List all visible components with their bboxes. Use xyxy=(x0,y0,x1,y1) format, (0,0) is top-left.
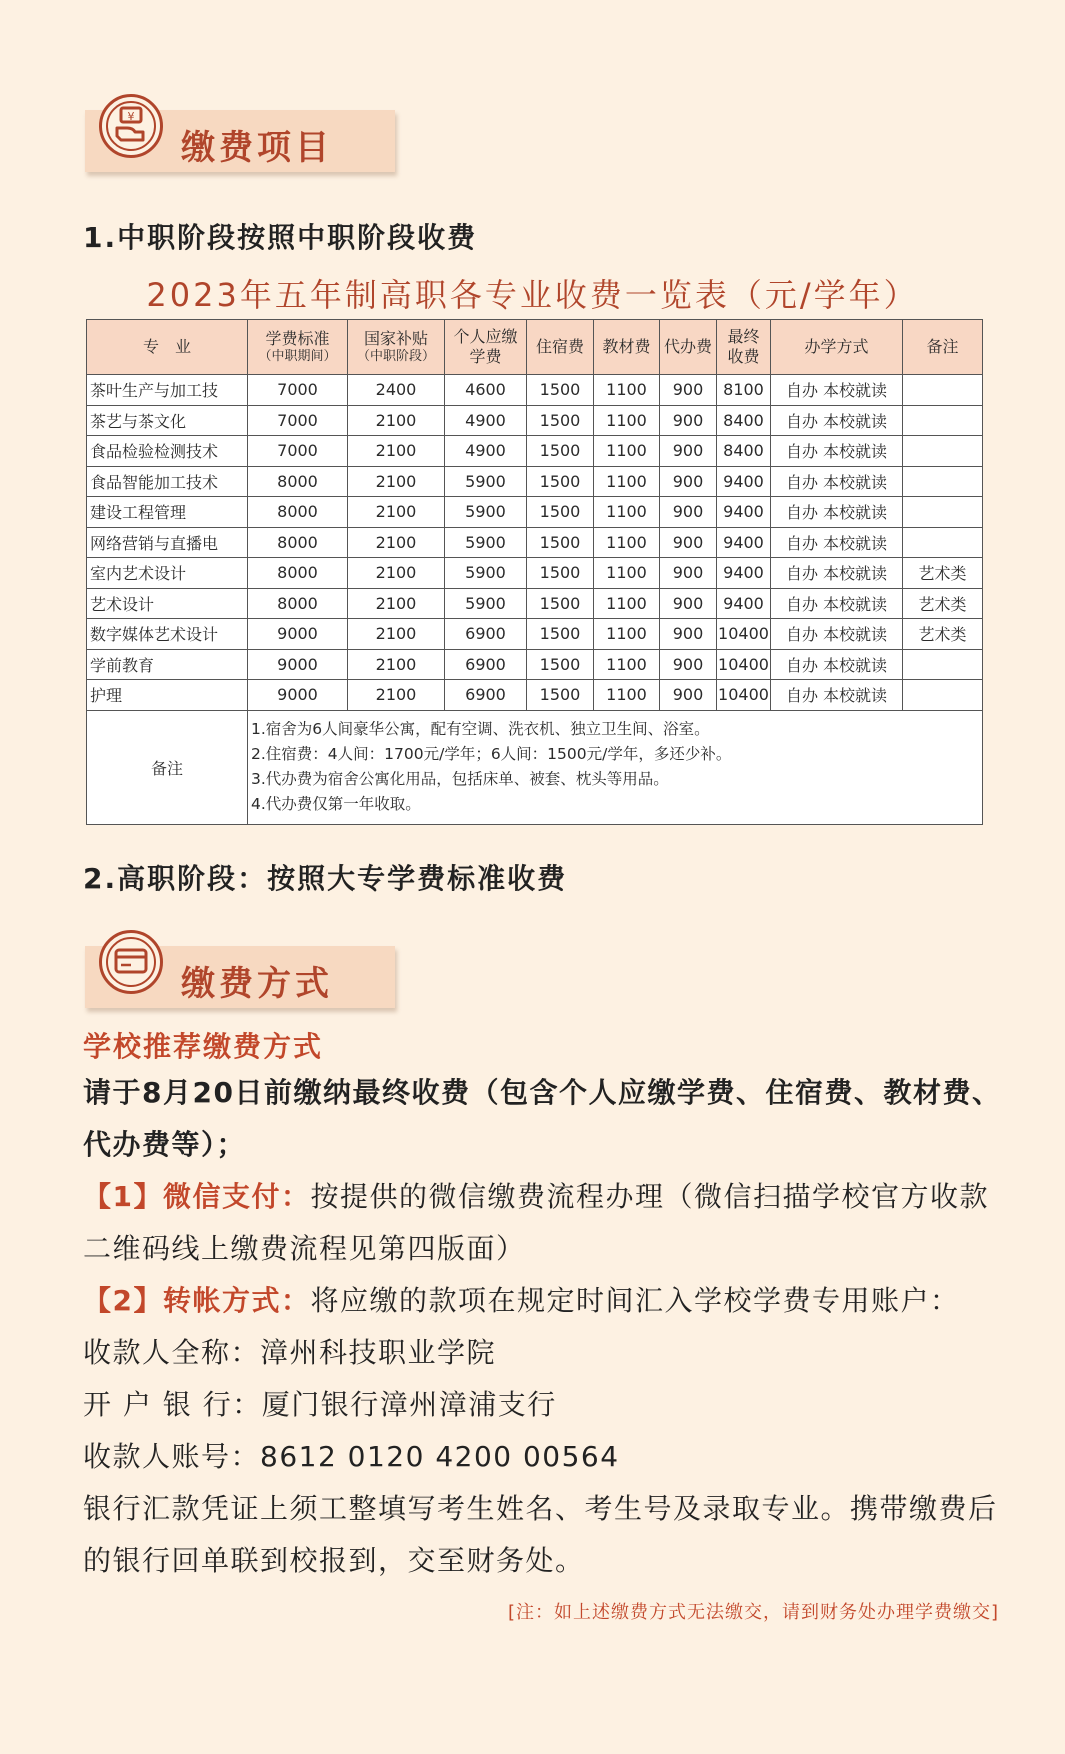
cell-subsidy: 2100 xyxy=(348,497,445,528)
cell-major: 室内艺术设计 xyxy=(87,558,248,589)
cell-remark xyxy=(903,497,983,528)
note-line: 3.代办费为宿舍公寓化用品，包括床单、被套、枕头等用品。 xyxy=(251,770,669,788)
table-title: 2023年五年制高职各专业收费一览表（元/学年） xyxy=(146,276,919,314)
cell-dorm: 1500 xyxy=(527,375,594,406)
cell-agency: 900 xyxy=(660,558,717,589)
table-row xyxy=(87,375,983,406)
cell-dorm: 1500 xyxy=(527,436,594,467)
table-row xyxy=(87,680,983,711)
cell-agency: 900 xyxy=(660,497,717,528)
table-row xyxy=(87,619,983,650)
cell-personal: 4600 xyxy=(445,375,527,406)
cell-dorm: 1500 xyxy=(527,527,594,558)
cell-major: 建设工程管理 xyxy=(87,497,248,528)
header-books: 教材费 xyxy=(594,320,660,375)
header-mode: 办学方式 xyxy=(771,320,903,375)
account-number: 收款人账号：8612 0120 4200 00564 xyxy=(83,1440,620,1473)
cell-mode: 自办 本校就读 xyxy=(771,558,903,589)
cell-tuition: 9000 xyxy=(248,649,348,680)
cell-mode: 自办 本校就读 xyxy=(771,497,903,528)
footnote: [注：如上述缴费方式无法缴交，请到财务处办理学费缴交] xyxy=(507,1602,999,1623)
header-dorm: 住宿费 xyxy=(527,320,594,375)
table-row xyxy=(87,436,983,467)
cell-mode: 自办 本校就读 xyxy=(771,466,903,497)
cell-subsidy: 2100 xyxy=(348,527,445,558)
header-final: 最终 收费 xyxy=(717,320,771,375)
payment-subtitle: 学校推荐缴费方式 xyxy=(83,1030,324,1063)
cell-tuition: 7000 xyxy=(248,436,348,467)
cell-books: 1100 xyxy=(594,497,660,528)
cell-final: 9400 xyxy=(717,466,771,497)
cell-tuition: 9000 xyxy=(248,680,348,711)
table-header-row xyxy=(87,320,983,375)
cell-subsidy: 2100 xyxy=(348,680,445,711)
cell-final: 8400 xyxy=(717,405,771,436)
wechat-paragraph xyxy=(83,1171,1003,1275)
cell-tuition: 7000 xyxy=(248,375,348,406)
header-personal: 个人应缴 学费 xyxy=(445,320,527,375)
part2-heading: 2.高职阶段：按照大专学费标准收费 xyxy=(83,862,568,895)
cell-final: 10400 xyxy=(717,619,771,650)
payment-body xyxy=(83,1067,1003,1587)
svg-text:¥: ¥ xyxy=(127,110,135,123)
cell-personal: 6900 xyxy=(445,619,527,650)
cell-subsidy: 2100 xyxy=(348,558,445,589)
section-title: 缴费方式 xyxy=(181,964,333,1004)
cell-final: 9400 xyxy=(717,497,771,528)
table-row xyxy=(87,558,983,589)
cell-dorm: 1500 xyxy=(527,558,594,589)
cell-mode: 自办 本校就读 xyxy=(771,375,903,406)
cell-agency: 900 xyxy=(660,527,717,558)
cell-agency: 900 xyxy=(660,436,717,467)
cell-tuition: 8000 xyxy=(248,466,348,497)
cell-subsidy: 2400 xyxy=(348,375,445,406)
cell-major: 数字媒体艺术设计 xyxy=(87,619,248,650)
table-row xyxy=(87,649,983,680)
cell-books: 1100 xyxy=(594,405,660,436)
cell-agency: 900 xyxy=(660,466,717,497)
wechat-text: 按提供的微信缴费流程办理（微信扫描学校官方收款二维码线上缴费流程见第四版面） xyxy=(83,1180,989,1265)
section-title: 缴费项目 xyxy=(181,128,333,168)
cell-remark xyxy=(903,527,983,558)
cell-remark xyxy=(903,375,983,406)
cell-dorm: 1500 xyxy=(527,497,594,528)
cell-major: 食品智能加工技术 xyxy=(87,466,248,497)
cell-remark xyxy=(903,405,983,436)
cell-personal: 6900 xyxy=(445,649,527,680)
cell-personal: 5900 xyxy=(445,527,527,558)
cell-subsidy: 2100 xyxy=(348,649,445,680)
cell-final: 8100 xyxy=(717,375,771,406)
cell-dorm: 1500 xyxy=(527,619,594,650)
cell-mode: 自办 本校就读 xyxy=(771,619,903,650)
cell-final: 9400 xyxy=(717,558,771,589)
cell-dorm: 1500 xyxy=(527,466,594,497)
cell-major: 网络营销与直播电 xyxy=(87,527,248,558)
cell-agency: 900 xyxy=(660,619,717,650)
cell-agency: 900 xyxy=(660,405,717,436)
table-row xyxy=(87,405,983,436)
cell-major: 食品检验检测技术 xyxy=(87,436,248,467)
cell-final: 8400 xyxy=(717,436,771,467)
cell-personal: 6900 xyxy=(445,680,527,711)
cell-major: 茶艺与茶文化 xyxy=(87,405,248,436)
cell-mode: 自办 本校就读 xyxy=(771,436,903,467)
header-remark: 备注 xyxy=(903,320,983,375)
wechat-label: 【1】微信支付： xyxy=(83,1180,311,1213)
cell-final: 10400 xyxy=(717,649,771,680)
cell-agency: 900 xyxy=(660,375,717,406)
cell-remark xyxy=(903,436,983,467)
cell-mode: 自办 本校就读 xyxy=(771,649,903,680)
cell-personal: 5900 xyxy=(445,466,527,497)
notes-label: 备注 xyxy=(87,710,248,824)
notes-text xyxy=(248,710,983,824)
cell-subsidy: 2100 xyxy=(348,405,445,436)
cell-dorm: 1500 xyxy=(527,405,594,436)
cell-dorm: 1500 xyxy=(527,649,594,680)
cell-books: 1100 xyxy=(594,436,660,467)
cell-books: 1100 xyxy=(594,558,660,589)
cell-dorm: 1500 xyxy=(527,680,594,711)
cell-books: 1100 xyxy=(594,680,660,711)
cell-subsidy: 2100 xyxy=(348,466,445,497)
payment-intro: 请于8月20日前缴纳最终收费（包含个人应缴学费、住宿费、教材费、代办费等）； xyxy=(83,1076,1002,1161)
cell-major: 茶叶生产与加工技 xyxy=(87,375,248,406)
cell-tuition: 8000 xyxy=(248,497,348,528)
table-row xyxy=(87,466,983,497)
cell-remark: 艺术类 xyxy=(903,558,983,589)
header-major: 专 业 xyxy=(87,320,248,375)
cell-major: 护理 xyxy=(87,680,248,711)
cell-books: 1100 xyxy=(594,588,660,619)
cell-subsidy: 2100 xyxy=(348,588,445,619)
bank-card-icon xyxy=(99,930,163,994)
cell-personal: 5900 xyxy=(445,558,527,589)
cell-books: 1100 xyxy=(594,466,660,497)
cell-remark: 艺术类 xyxy=(903,619,983,650)
payee-name: 收款人全称：漳州科技职业学院 xyxy=(83,1336,497,1369)
cell-mode: 自办 本校就读 xyxy=(771,405,903,436)
cell-books: 1100 xyxy=(594,619,660,650)
cell-personal: 5900 xyxy=(445,588,527,619)
cell-tuition: 7000 xyxy=(248,405,348,436)
cell-personal: 4900 xyxy=(445,405,527,436)
cell-final: 9400 xyxy=(717,588,771,619)
cell-remark: 艺术类 xyxy=(903,588,983,619)
transfer-paragraph xyxy=(83,1275,1003,1327)
part1-heading: 1.中职阶段按照中职阶段收费 xyxy=(83,221,478,254)
cell-remark xyxy=(903,466,983,497)
cell-agency: 900 xyxy=(660,588,717,619)
table-row xyxy=(87,497,983,528)
note-line: 4.代办费仅第一年收取。 xyxy=(251,795,421,813)
header-agency: 代办费 xyxy=(660,320,717,375)
cell-tuition: 8000 xyxy=(248,588,348,619)
cell-tuition: 9000 xyxy=(248,619,348,650)
cell-books: 1100 xyxy=(594,649,660,680)
cell-major: 学前教育 xyxy=(87,649,248,680)
transfer-text: 将应缴的款项在规定时间汇入学校学费专用账户： xyxy=(310,1284,960,1317)
cell-mode: 自办 本校就读 xyxy=(771,588,903,619)
cell-mode: 自办 本校就读 xyxy=(771,527,903,558)
bank-name: 开 户 银 行：厦门银行漳州漳浦支行 xyxy=(83,1388,557,1421)
table-row xyxy=(87,588,983,619)
cell-personal: 4900 xyxy=(445,436,527,467)
transfer-label: 【2】转帐方式： xyxy=(83,1284,311,1317)
remittance-note: 银行汇款凭证上须工整填写考生姓名、考生号及录取专业。携带缴费后的银行回单联到校报到，交至财务处。 xyxy=(83,1492,998,1577)
cell-agency: 900 xyxy=(660,680,717,711)
note-line: 2.住宿费：4人间：1700元/学年；6人间：1500元/学年，多还少补。 xyxy=(251,745,732,763)
cell-final: 9400 xyxy=(717,527,771,558)
cell-tuition: 8000 xyxy=(248,527,348,558)
fee-table xyxy=(86,319,983,825)
cell-books: 1100 xyxy=(594,527,660,558)
money-hand-icon xyxy=(99,94,163,158)
cell-tuition: 8000 xyxy=(248,558,348,589)
section-banner-payment xyxy=(85,946,395,1008)
cell-agency: 900 xyxy=(660,649,717,680)
cell-remark xyxy=(903,649,983,680)
cell-major: 艺术设计 xyxy=(87,588,248,619)
note-line: 1.宿舍为6人间豪华公寓，配有空调、洗衣机、独立卫生间、浴室。 xyxy=(251,720,710,738)
cell-subsidy: 2100 xyxy=(348,619,445,650)
cell-subsidy: 2100 xyxy=(348,436,445,467)
cell-final: 10400 xyxy=(717,680,771,711)
notes-row xyxy=(87,710,983,824)
cell-books: 1100 xyxy=(594,375,660,406)
cell-personal: 5900 xyxy=(445,497,527,528)
section-banner-fees xyxy=(85,110,395,172)
table-row xyxy=(87,527,983,558)
cell-remark xyxy=(903,680,983,711)
cell-mode: 自办 本校就读 xyxy=(771,680,903,711)
cell-dorm: 1500 xyxy=(527,588,594,619)
header-subsidy: 国家补贴 （中职阶段） xyxy=(348,320,445,375)
header-tuition: 学费标准 （中职期间） xyxy=(248,320,348,375)
